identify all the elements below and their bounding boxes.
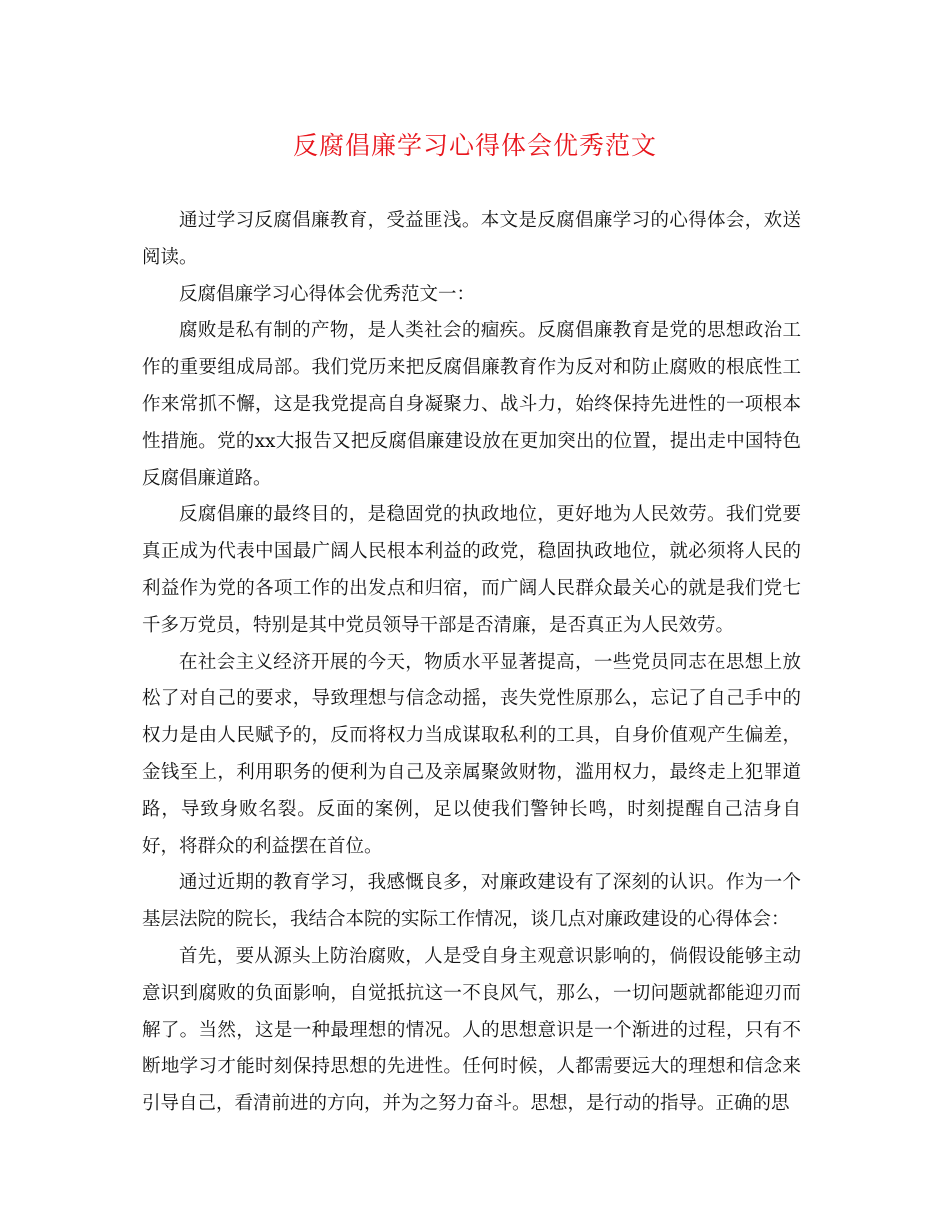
paragraph-2: 反腐倡廉的最终目的，是稳固党的执政地位，更好地为人民效劳。我们党要真正成为代表中国最广阔人民根本利益的政党，稳固执政地位，就必须将人民的利益作为党的各项工作的出发点和归宿，而广阔人民群众最关心的就是我们党七千多万党员，特别是其中党员领导干部是否清廉，是否真正为人民效劳。 xyxy=(142,504,801,636)
document-title: 反腐倡廉学习心得体会优秀范文 xyxy=(292,131,657,160)
paragraph-section-heading: 反腐倡廉学习心得体会优秀范文一： xyxy=(179,283,476,305)
paragraph-4: 通过近期的教育学习，我感慨良多，对廉政建设有了深刻的认识。作为一个基层法院的院长，我结合本院的实际工作情况，谈几点对廉政建设的心得体会： xyxy=(142,872,801,931)
paragraph-5: 首先，要从源头上防治腐败，人是受自身主观意识影响的，倘假设能够主动意识到腐败的负面影响，自觉抵抗这一不良风气，那么，一切问题就都能迎刃而解了。当然，这是一种最理想的情况。人的思想意识是一个渐进的过程，只有不断地学习才能时刻保持思想的先进性。任何时候，人都需要远大的理想和信念来引导自己，看清前进的方向，并为之努力奋斗。思想，是行动的指导。正确的思 xyxy=(142,945,801,1115)
paragraph-3: 在社会主义经济开展的今天，物质水平显著提高，一些党员同志在思想上放松了对自己的要求，导致理想与信念动摇，丧失党性原那么，忘记了自己手中的权力是由人民赋予的，反而将权力当成谋取私利的工具，自身价值观产生偏差，金钱至上，利用职务的便利为自己及亲属聚敛财物，滥用权力，最终走上犯罪道路，导致身败名裂。反面的案例，足以使我们警钟长鸣，时刻提醒自己洁身自好，将群众的利益摆在首位。 xyxy=(142,651,801,857)
document-body xyxy=(142,203,801,1123)
paragraph-intro: 通过学习反腐倡廉教育，受益匪浅。本文是反腐倡廉学习的心得体会，欢送阅读。 xyxy=(142,210,801,268)
paragraph-1: 腐败是私有制的产物，是人类社会的痼疾。反腐倡廉教育是党的思想政治工作的重要组成局部。我们党历来把反腐倡廉教育作为反对和防止腐败的根底性工作来常抓不懈，这是我党提高自身凝聚力、战斗力，始终保持先进性的一项根本性措施。党的xx大报告又把反腐倡廉建设放在更加突出的位置，提出走中国特色反腐倡廉道路。 xyxy=(142,320,801,489)
